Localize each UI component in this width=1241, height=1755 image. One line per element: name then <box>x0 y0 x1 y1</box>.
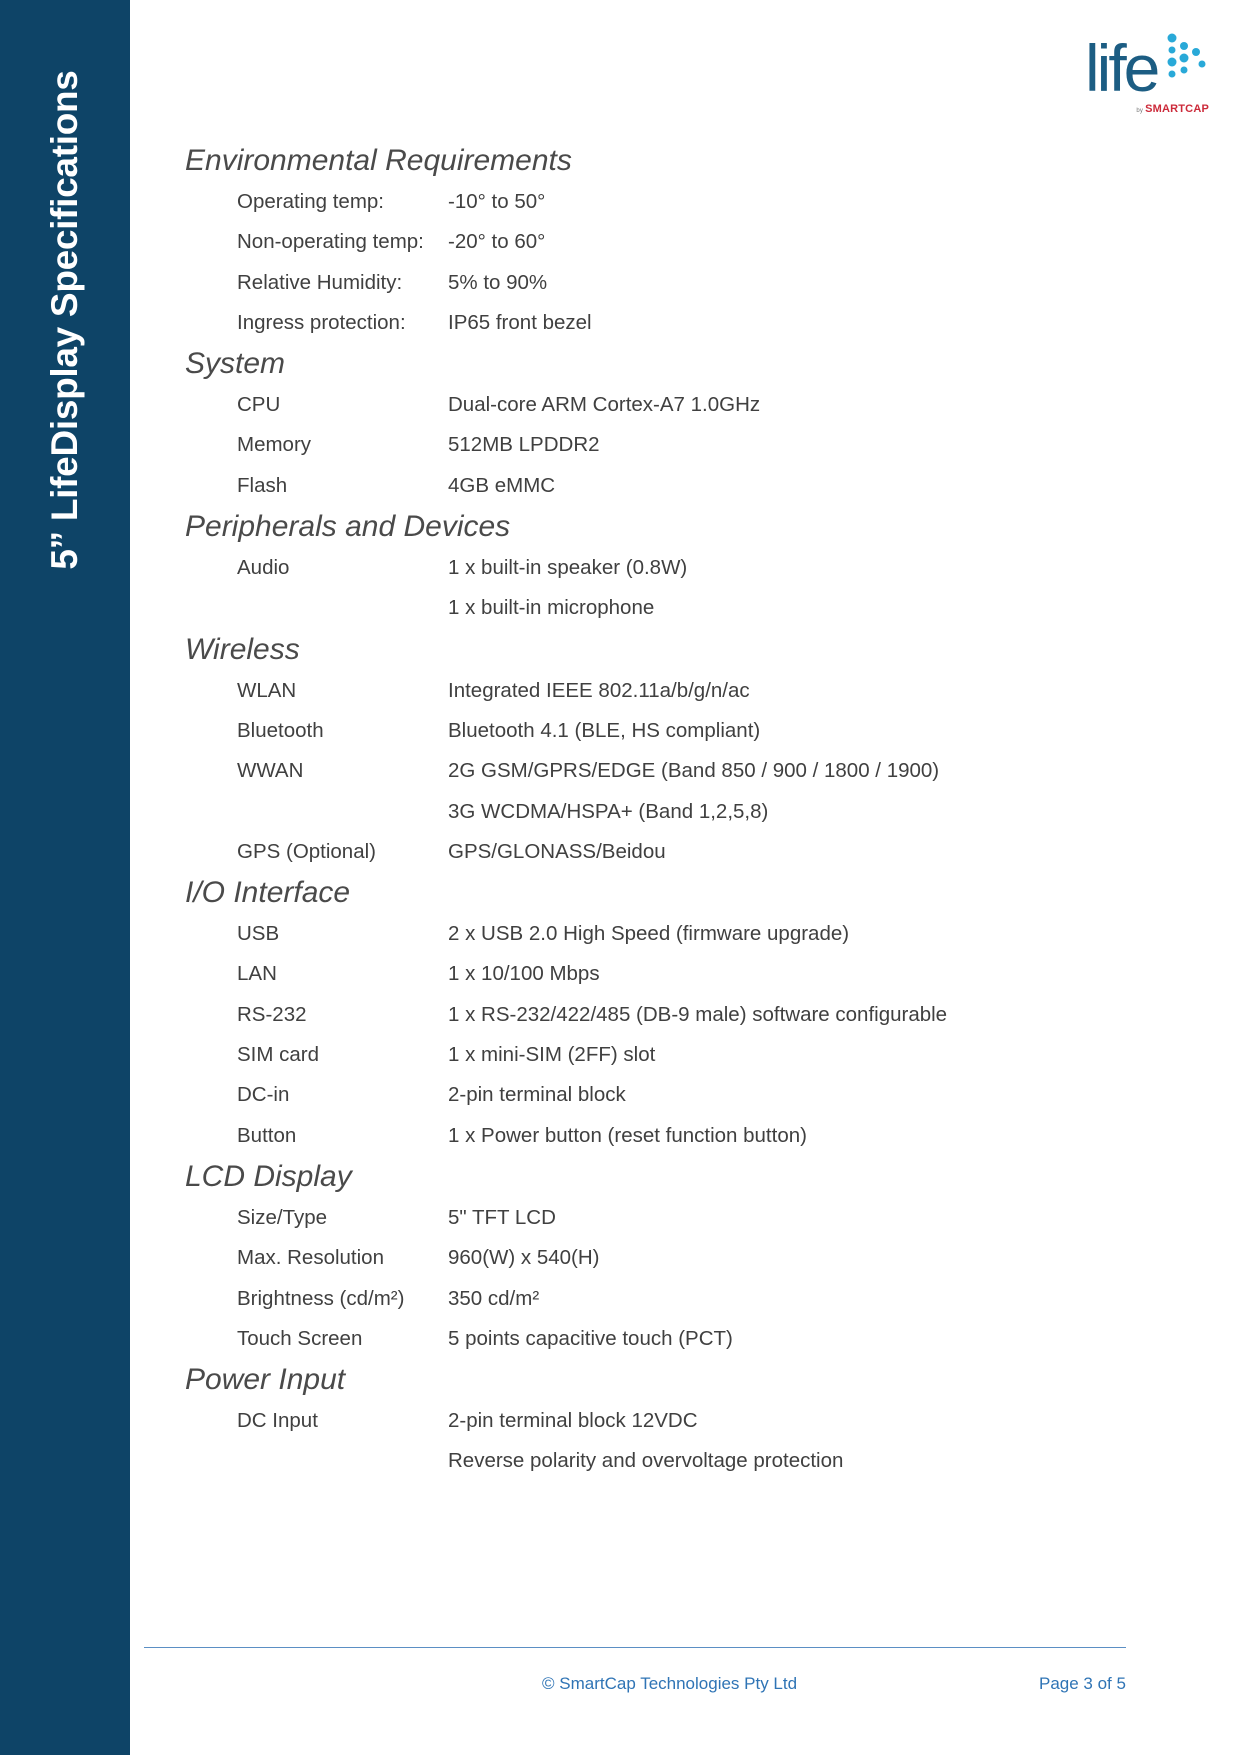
spec-label: DC Input <box>237 1409 318 1433</box>
spec-label: CPU <box>237 393 281 417</box>
spec-label: USB <box>237 922 280 946</box>
spec-value: 5 points capacitive touch (PCT) <box>448 1326 733 1350</box>
spec-value: 1 x built-in microphone <box>448 596 655 620</box>
spec-row <box>185 711 1185 751</box>
spec-value: Integrated IEEE 802.11a/b/g/n/ac <box>448 678 750 702</box>
spec-value: 1 x mini-SIM (2FF) slot <box>448 1043 656 1067</box>
spec-row <box>185 182 1185 222</box>
spec-row <box>185 385 1185 425</box>
spec-row <box>185 1198 1185 1238</box>
spec-value: 1 x Power button (reset function button) <box>448 1123 807 1147</box>
spec-row <box>185 995 1185 1035</box>
spec-label: Size/Type <box>237 1205 328 1229</box>
footer-divider <box>144 1647 1126 1648</box>
spec-value: 2-pin terminal block 12VDC <box>448 1409 698 1433</box>
spec-row <box>185 832 1185 872</box>
spec-row <box>185 954 1185 994</box>
spec-value: 3G WCDMA/HSPA+ (Band 1,2,5,8) <box>448 799 769 823</box>
spec-row <box>185 466 1185 506</box>
spec-value: 350 cd/m² <box>448 1286 540 1310</box>
spec-value: 5" TFT LCD <box>448 1205 556 1229</box>
spec-value: 4GB eMMC <box>448 473 556 497</box>
spec-label: Flash <box>237 473 288 497</box>
spec-label: Brightness (cd/m²) <box>237 1286 405 1310</box>
spec-row <box>185 1075 1185 1115</box>
logo-dots-icon <box>1164 32 1206 80</box>
spec-value: 2 x USB 2.0 High Speed (firmware upgrade) <box>448 922 850 946</box>
spec-row <box>185 222 1185 262</box>
spec-value: -20° to 60° <box>448 230 546 254</box>
section-heading: System <box>185 347 286 381</box>
spec-value: 512MB LPDDR2 <box>448 433 600 457</box>
footer-copyright: © SmartCap Technologies Pty Ltd <box>542 1674 798 1693</box>
spec-label: DC-in <box>237 1083 290 1107</box>
section-heading: Power Input <box>185 1363 346 1397</box>
spec-label: Ingress protection: <box>237 310 406 334</box>
spec-value: Bluetooth 4.1 (BLE, HS compliant) <box>448 718 761 742</box>
spec-value: 1 x 10/100 Mbps <box>448 962 600 986</box>
spec-row <box>185 1238 1185 1278</box>
spec-row <box>185 588 1185 628</box>
spec-label: Audio <box>237 556 290 580</box>
spec-content <box>185 140 1185 1482</box>
spec-value: IP65 front bezel <box>448 310 592 334</box>
spec-label: LAN <box>237 962 277 986</box>
logo-wordmark: life <box>1085 31 1158 105</box>
spec-label: Touch Screen <box>237 1326 363 1350</box>
document-title: 5” LifeDisplay Specifications <box>44 70 85 570</box>
sidebar-band <box>0 0 130 1755</box>
spec-row <box>185 548 1185 588</box>
spec-row <box>185 1116 1185 1156</box>
page-number: Page 3 of 5 <box>1039 1674 1126 1693</box>
spec-value: 2-pin terminal block <box>448 1083 626 1107</box>
section-heading: Peripherals and Devices <box>185 510 511 544</box>
spec-label: Button <box>237 1123 297 1147</box>
spec-label: Max. Resolution <box>237 1246 384 1270</box>
spec-label: SIM card <box>237 1043 320 1067</box>
lifeplus-logo <box>1085 30 1215 122</box>
spec-row <box>185 303 1185 343</box>
spec-value: Reverse polarity and overvoltage protection <box>448 1449 844 1473</box>
spec-row <box>185 671 1185 711</box>
section-heading: I/O Interface <box>185 876 351 910</box>
spec-label: Memory <box>237 433 312 457</box>
spec-row <box>185 1401 1185 1441</box>
spec-label: Operating temp: <box>237 190 384 213</box>
spec-value: 5% to 90% <box>448 270 548 294</box>
spec-value: 2G GSM/GPRS/EDGE (Band 850 / 900 / 1800 / 1900) <box>448 759 940 783</box>
spec-label: WWAN <box>237 759 304 783</box>
spec-row <box>185 1319 1185 1359</box>
spec-value: 1 x RS-232/422/485 (DB-9 male) software configurable <box>448 1002 948 1026</box>
spec-label <box>185 588 448 628</box>
logo-brand: by SMARTCAP <box>1136 103 1209 115</box>
spec-label <box>185 1441 448 1481</box>
spec-value: -10° to 50° <box>448 190 546 213</box>
spec-label: WLAN <box>237 678 297 702</box>
spec-value: GPS/GLONASS/Beidou <box>448 839 666 863</box>
spec-row <box>185 263 1185 303</box>
spec-label: GPS (Optional) <box>237 839 376 863</box>
section-heading: Wireless <box>185 632 300 666</box>
spec-row <box>185 1441 1185 1481</box>
spec-value: Dual-core ARM Cortex-A7 1.0GHz <box>448 393 761 417</box>
spec-value: 1 x built-in speaker (0.8W) <box>448 556 688 580</box>
spec-row <box>185 751 1185 791</box>
spec-label: Non-operating temp: <box>237 230 424 254</box>
section-heading: Environmental Requirements <box>185 144 572 177</box>
spec-label: RS-232 <box>237 1002 307 1026</box>
section-heading: LCD Display <box>185 1159 352 1193</box>
spec-value: 960(W) x 540(H) <box>448 1246 600 1270</box>
spec-row <box>185 425 1185 465</box>
spec-label <box>185 792 448 832</box>
spec-row <box>185 1035 1185 1075</box>
spec-row <box>185 792 1185 832</box>
spec-row <box>185 914 1185 954</box>
spec-label: Bluetooth <box>237 718 324 742</box>
spec-row <box>185 1279 1185 1319</box>
spec-label: Relative Humidity: <box>237 270 403 294</box>
